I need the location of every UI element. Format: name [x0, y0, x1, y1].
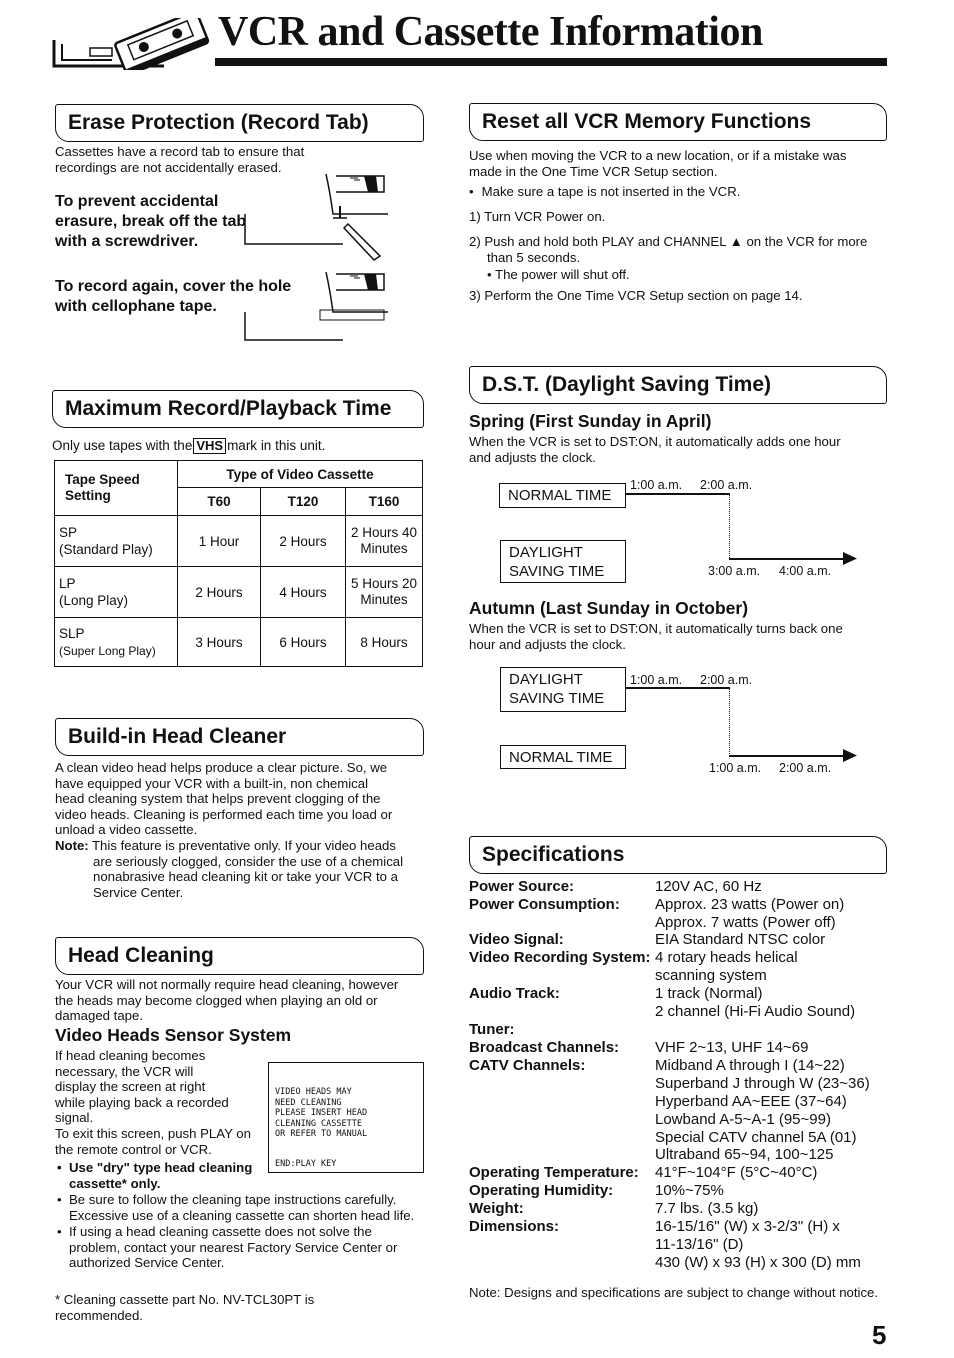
- spring-daylight-box: DAYLIGHT SAVING TIME: [500, 540, 626, 583]
- reset-heading: Reset all VCR Memory Functions: [469, 103, 887, 141]
- spring-tick-300: 3:00 a.m.: [708, 564, 761, 578]
- max-time-intro: Only use tapes with the VHS mark in this unit.: [52, 438, 326, 453]
- head-cleaning-heading: Head Cleaning: [55, 937, 424, 975]
- title-rule: [215, 58, 887, 66]
- specs-note: Note: Designs and specifications are subject to change without notice.: [469, 1285, 879, 1300]
- table-header-speed: Tape Speed Setting: [55, 461, 178, 516]
- sensor-exit: To exit this screen, push PLAY on the remote control or VCR.: [55, 1126, 251, 1157]
- page-title: VCR and Cassette Information: [218, 9, 763, 55]
- spring-normal-line: [626, 493, 730, 495]
- spring-tick-100: 1:00 a.m.: [630, 478, 683, 492]
- list-item: • Be sure to follow the cleaning tape instructions carefully. Excessive use of a cleaning cassette can shorten head life.: [57, 1192, 415, 1223]
- spring-body: When the VCR is set to DST:ON, it automatically adds one hour and adjusts the clock.: [469, 434, 841, 465]
- autumn-tick-100: 1:00 a.m.: [630, 673, 683, 687]
- table-row: LP (Long Play) 2 Hours 4 Hours 5 Hours 20 Minutes: [55, 567, 423, 618]
- autumn-tick-200: 2:00 a.m.: [700, 673, 753, 687]
- spring-tick-200: 2:00 a.m.: [700, 478, 753, 492]
- reset-bullet: • Make sure a tape is not inserted in the VCR.: [469, 184, 741, 199]
- max-time-heading: Maximum Record/Playback Time: [52, 390, 424, 428]
- spring-tick-400: 4:00 a.m.: [779, 564, 832, 578]
- specs-list: Power Source: 120V AC, 60 Hz Power Consumption: Approx. 23 watts (Power on) Approx. 7 watts (Power off) Video Signal: EIA Standard NTSC color Video Recording System: 4 rotary heads helical scanning system Audio Track: 1 track (Normal) 2 channel (Hi-Fi Audio Sound) Tuner: Broadcast Channels: VHF 2~13, UHF 14~69 CATV Channels: Midband A through I (14~22) Superband J through W (23~36) Hyperband AA~EEE (37~64) Lowband A-5~A-1 (95~99) Special CATV channel 5A (01) Ultraband 65~94, 100~125 Operating Temperature: 41°F~104°F (5°C~40°C) Operating Humidity: 10%~75% Weight: 7.7 lbs. (3.5 kg) Dimensions: 16-15/16" (W) x 3-2/3" (H) x 11-13/16" (D) 430 (W) x 93 (H) x 300 (D) mm: [469, 878, 870, 1271]
- page-number: 5: [872, 1320, 887, 1350]
- record-tab-diagram-icon: [208, 172, 393, 342]
- autumn-normal-time-box: NORMAL TIME: [500, 745, 626, 769]
- autumn-body: When the VCR is set to DST:ON, it automatically turns back one hour and adjusts the clock.: [469, 621, 843, 652]
- table-header-t160: T160: [346, 488, 423, 516]
- autumn-daylight-line: [626, 687, 730, 689]
- table-header-group: Type of Video Cassette: [178, 461, 423, 488]
- autumn-heading: Autumn (Last Sunday in October): [469, 598, 749, 618]
- cassette-logo-icon: [52, 18, 220, 70]
- vhs-logo-icon: VHS: [193, 438, 226, 454]
- sensor-body: If head cleaning becomes necessary, the VCR will display the screen at right while playing back a recorded signal.: [55, 1048, 229, 1125]
- head-clean-screen: VIDEO HEADS MAY NEED CLEANING PLEASE INSERT HEAD CLEANING CASSETTE OR REFER TO MANUAL END:PLAY KEY: [268, 1062, 424, 1173]
- cleaner-note-label: Note:: [55, 838, 89, 853]
- arrow-right-icon: [843, 552, 857, 565]
- dst-heading: D.S.T. (Daylight Saving Time): [469, 366, 887, 404]
- screen-key: END:PLAY KEY: [275, 1158, 337, 1169]
- autumn-daylight-box: DAYLIGHT SAVING TIME: [500, 667, 626, 712]
- cleaner-heading: Build-in Head Cleaner: [55, 718, 424, 756]
- head-cleaning-body: Your VCR will not normally require head cleaning, however the heads may become clogged when playing an old or damaged tape.: [55, 977, 399, 1023]
- table-header-t120: T120: [261, 488, 346, 516]
- autumn-normal-line: [729, 755, 845, 757]
- list-item: • If using a head cleaning cassette does not solve the problem, contact your nearest Factory Service Center or authorized Service Center.: [57, 1224, 398, 1270]
- spring-normal-time-box: NORMAL TIME: [499, 483, 626, 508]
- cleaning-bullets: [55, 1160, 415, 1271]
- spring-dotted-line: [729, 494, 730, 560]
- cleaner-note: This feature is preventative only. If your video heads are seriously clogged, consider the use of a chemical nonabrasive head cleaning kit or take your VCR to a Service Center.: [92, 838, 404, 900]
- cleaning-footnote: * Cleaning cassette part No. NV-TCL30PT is recommended.: [55, 1292, 315, 1323]
- sensor-heading: Video Heads Sensor System: [55, 1025, 292, 1045]
- reset-step1: 1) Turn VCR Power on.: [469, 209, 606, 224]
- erase-record-again: To record again, cover the hole with cellophane tape.: [55, 278, 292, 315]
- reset-intro: Use when moving the VCR to a new location, or if a mistake was made in the One Time VCR Setup section.: [469, 148, 847, 179]
- spring-heading: Spring (First Sunday in April): [469, 411, 712, 431]
- table-header-t60: T60: [178, 488, 261, 516]
- reset-step2: 2) Push and hold both PLAY and CHANNEL ▲ on the VCR for more than 5 seconds.: [469, 234, 868, 265]
- list-item: • Use "dry" type head cleaning cassette* only.: [57, 1160, 253, 1191]
- specs-heading: Specifications: [469, 836, 887, 874]
- tape-time-table: [54, 460, 423, 667]
- spring-daylight-line: [729, 558, 845, 560]
- erase-intro: Cassettes have a record tab to ensure that recordings are not accidentally erased.: [55, 144, 305, 175]
- autumn-dotted-line: [729, 688, 730, 756]
- reset-step2-sub: • The power will shut off.: [487, 267, 630, 282]
- arrow-right-icon: [843, 749, 857, 762]
- table-row: SLP (Super Long Play) 3 Hours 6 Hours 8 Hours: [55, 618, 423, 667]
- table-row: SP (Standard Play) 1 Hour 2 Hours 2 Hours 40 Minutes: [55, 516, 423, 567]
- autumn-tick-100b: 1:00 a.m.: [709, 761, 762, 775]
- reset-step3: 3) Perform the One Time VCR Setup section on page 14.: [469, 288, 803, 303]
- erase-heading: Erase Protection (Record Tab): [55, 104, 424, 142]
- cleaner-body: A clean video head helps produce a clear picture. So, we have equipped your VCR with a built-in, non chemical head cleaning system that helps prevent clogging of the video heads. Cleaning is performed each time you load or unload a video cassette.: [55, 760, 393, 837]
- autumn-tick-200b: 2:00 a.m.: [779, 761, 832, 775]
- erase-prevent: To prevent accidental erasure, break off the tab with a screwdriver.: [55, 193, 247, 250]
